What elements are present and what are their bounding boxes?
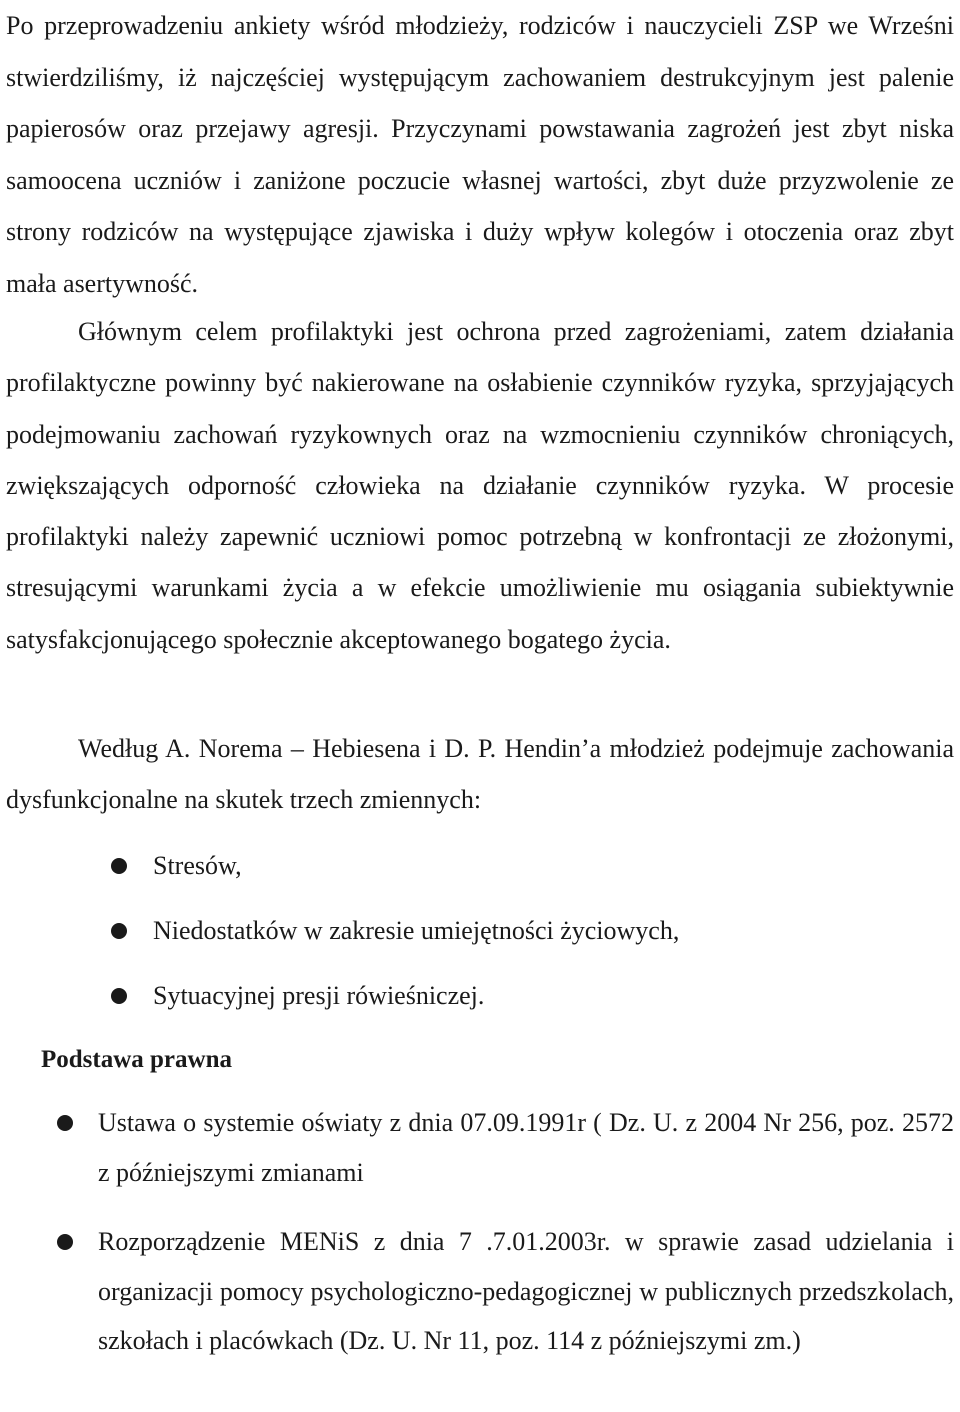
paragraph-survey-findings: Po przeprowadzeniu ankiety wśród młodzieży, rodziców i nauczycieli ZSP we Wrześni stwierdziliśmy, iż najczęściej występującym zachowaniem destrukcyjnym jest palenie papierosów oraz przejawy agresji. Przyczynami powstawania zagrożeń jest zbyt niska samoocena uczniów i zaniżone poczucie własnej wartości, zbyt duże przyzwolenie ze strony rodziców na występujące zjawiska i duży wpływ kolegów i otoczenia oraz zbyt mała asertywność. bbox=[6, 11, 954, 298]
legal-act-text: Ustawa o systemie oświaty z dnia 07.09.1991r ( Dz. U. z 2004 Nr 256, poz. 2572 z późniejszymi zmianami bbox=[98, 1108, 954, 1187]
variables-list bbox=[0, 842, 960, 1037]
bullet-icon bbox=[111, 923, 127, 939]
list-item bbox=[0, 842, 960, 907]
bullet-icon bbox=[111, 988, 127, 1004]
paragraph-prevention-goal: Głównym celem profilaktyki jest ochrona przed zagrożeniami, zatem działania profilaktyczne powinny być nakierowane na osłabienie czynników ryzyka, sprzyjających podejmowaniu zachowań ryzykownych oraz na wzmocnieniu czynników chroniących, zwiększających odporność człowieka na działanie czynników ryzyka. W procesie profilaktyki należy zapewnić uczniowi pomoc potrzebną w konfrontacji ze złożonymi, stresującymi warunkami życia a w efekcie umożliwienie mu osiągania subiektywnie satysfakcjonującego społecznie akceptowanego bogatego życia. bbox=[6, 317, 954, 654]
legal-basis-list bbox=[0, 1098, 960, 1366]
bullet-icon bbox=[111, 858, 127, 874]
list-item-text: Sytuacyjnej presji rówieśniczej. bbox=[153, 981, 485, 1010]
list-item bbox=[0, 1098, 960, 1217]
legal-basis-heading: Podstawa prawna bbox=[41, 1046, 232, 1073]
legal-act-text: Rozporządzenie MENiS z dnia 7 .7.01.2003r. w sprawie zasad udzielania i organizacji pomocy psychologiczno-pedagogicznej w publicznych przedszkolach, szkołach i placówkach (Dz. U. Nr 11, poz. 114 z późniejszymi zm.) bbox=[98, 1227, 954, 1355]
bullet-icon bbox=[57, 1234, 73, 1250]
list-item-text: Stresów, bbox=[153, 851, 242, 880]
list-item bbox=[0, 972, 960, 1037]
paragraph-dysfunctional-behaviour-intro: Według A. Norema – Hebiesena i D. P. Hendin’a młodzież podejmuje zachowania dysfunkcjonalne na skutek trzech zmiennych: bbox=[6, 734, 954, 814]
list-item bbox=[0, 1217, 960, 1366]
list-item-text: Niedostatków w zakresie umiejętności życiowych, bbox=[153, 916, 680, 945]
bullet-icon bbox=[57, 1115, 73, 1131]
list-item bbox=[0, 907, 960, 972]
